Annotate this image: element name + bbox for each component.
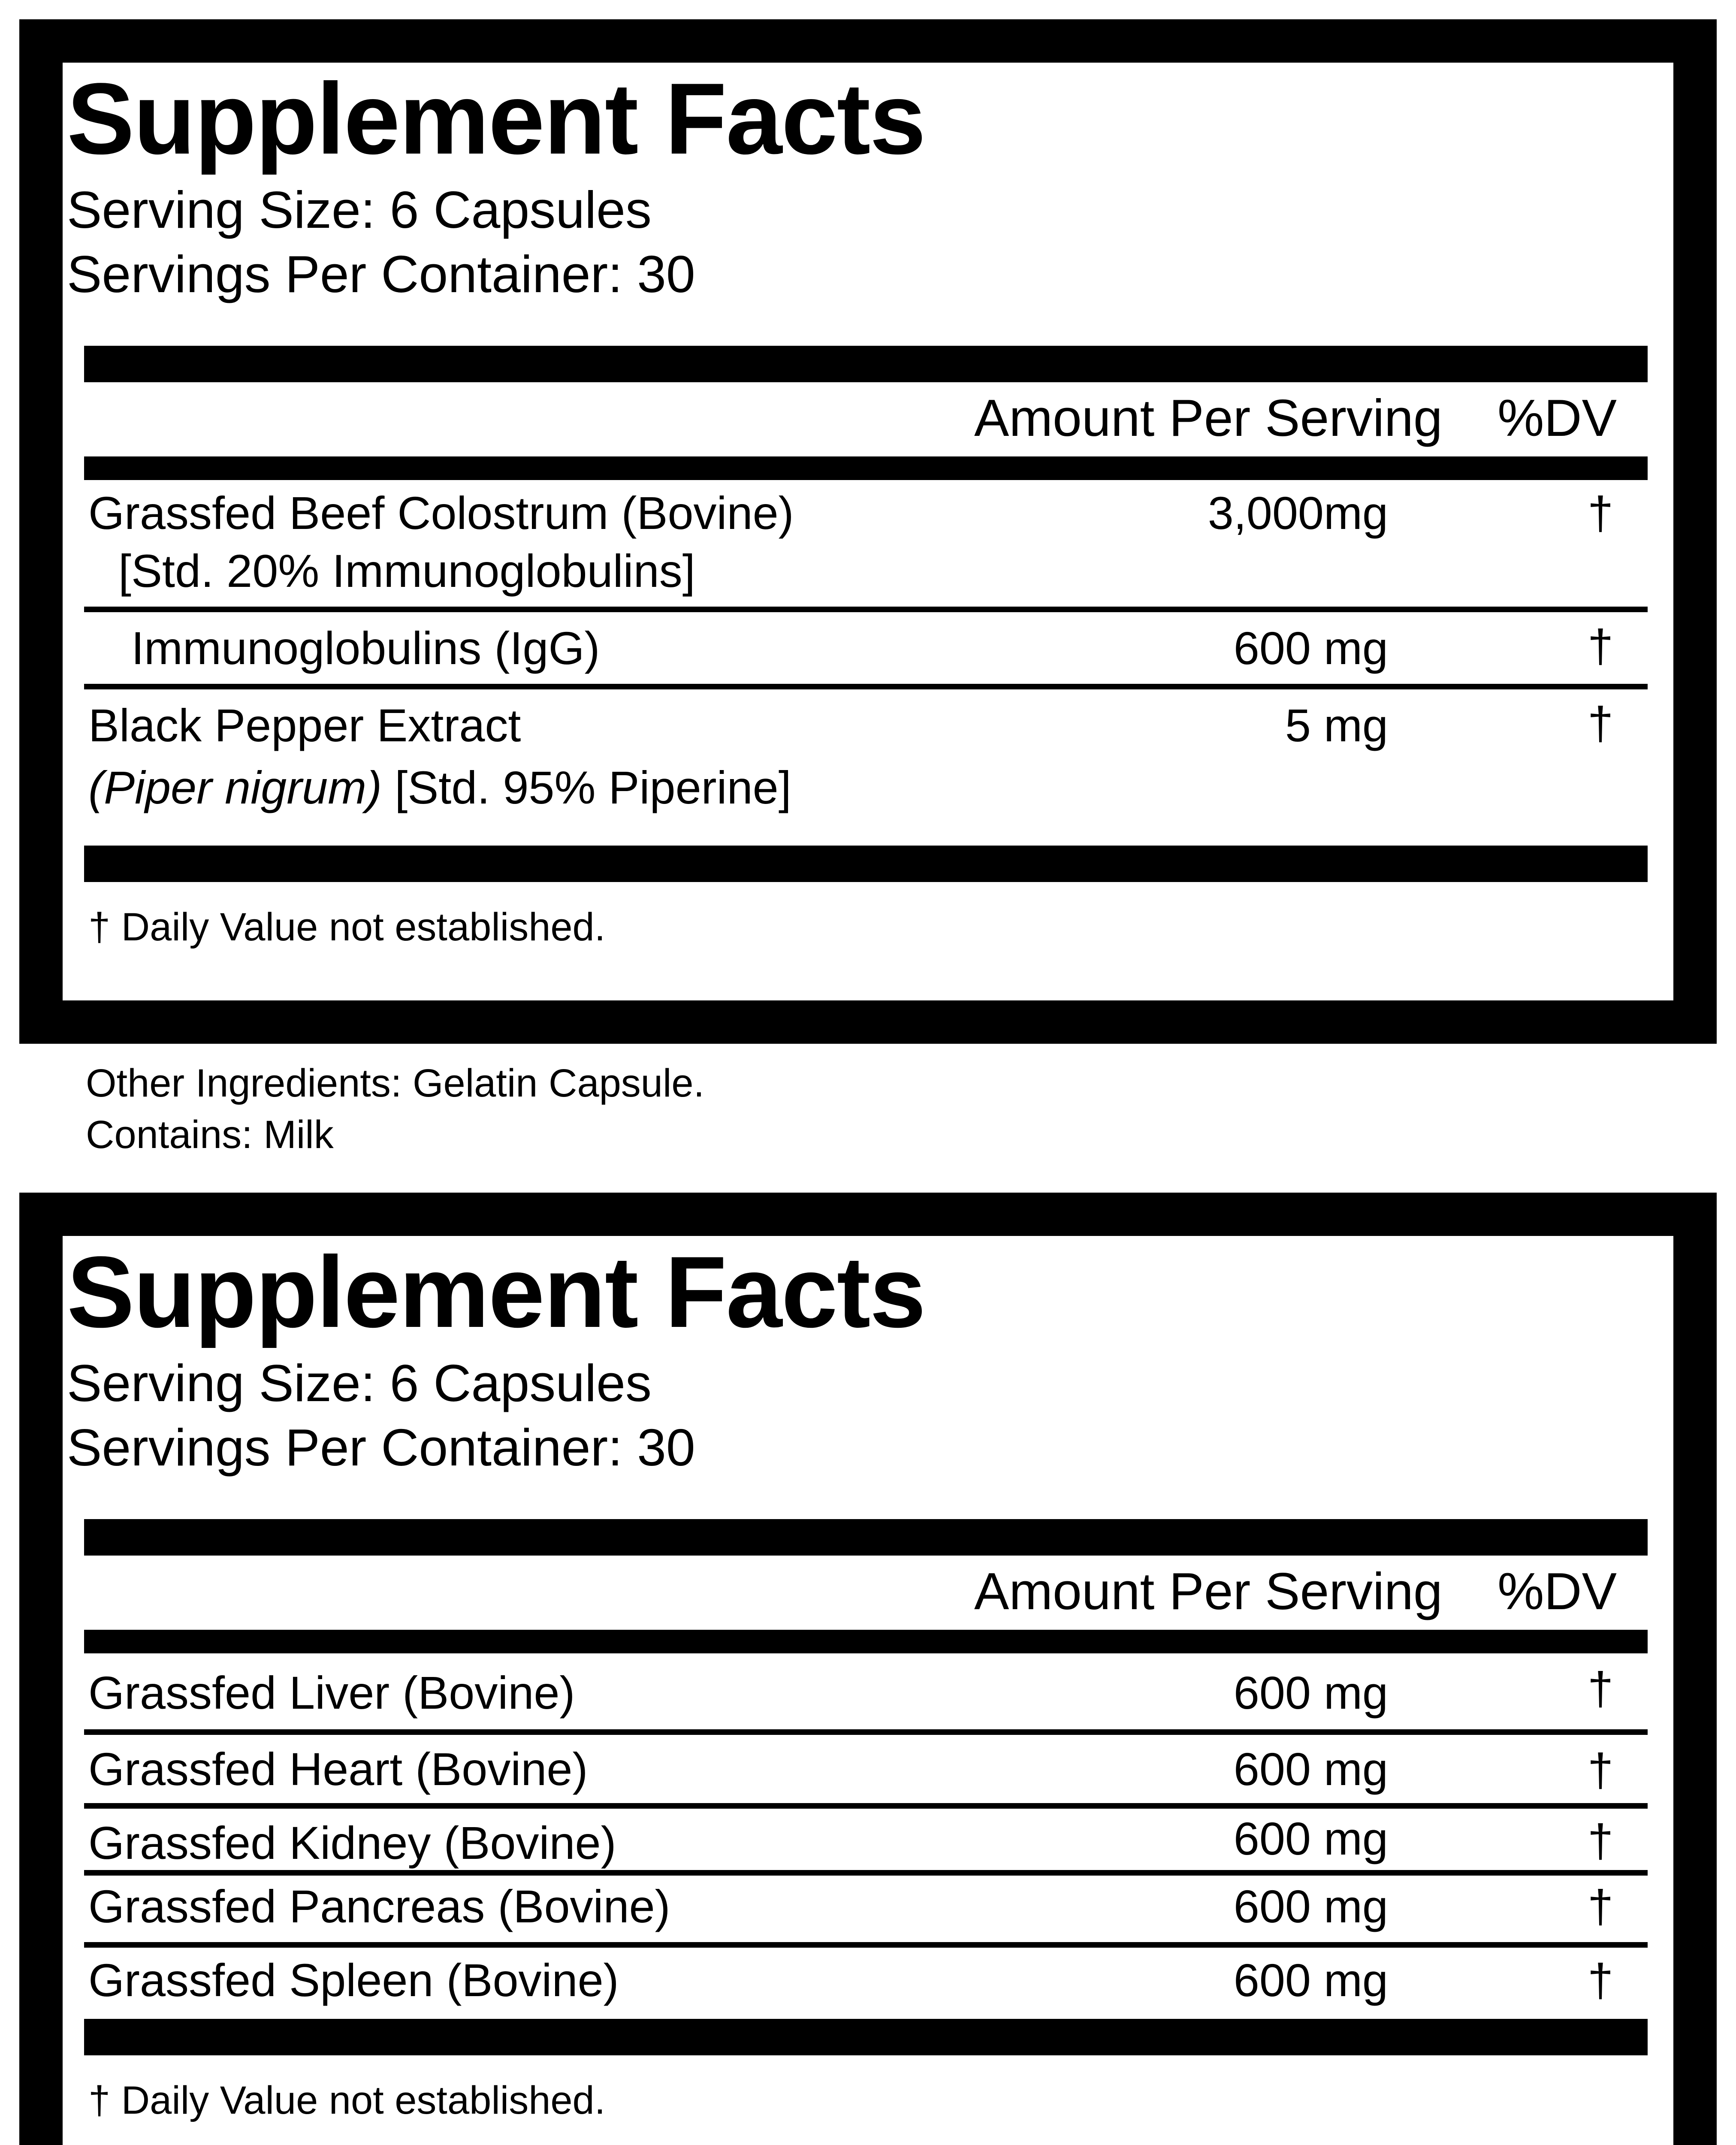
serving-size: Serving Size: 6 Capsules	[67, 1354, 652, 1412]
panel-title: Supplement Facts	[67, 62, 925, 175]
dagger-symbol: †	[1588, 1744, 1614, 1796]
thick-rule	[84, 346, 1648, 382]
supplement-facts-panel-1	[19, 19, 1717, 1044]
header-rule	[84, 1630, 1648, 1653]
header-amount-per-serving: Amount Per Serving	[974, 389, 1443, 447]
serving-size: Serving Size: 6 Capsules	[67, 181, 652, 239]
ingredient-name: Grassfed Kidney (Bovine)	[88, 1817, 616, 1869]
ingredient-name: Grassfed Beef Colostrum (Bovine)	[88, 487, 794, 539]
botanical-name: (Piper nigrum)	[88, 761, 382, 813]
standardization-text: [Std. 95% Piperine]	[382, 761, 791, 813]
row-divider	[84, 684, 1648, 689]
allergen-statement: Contains: Milk	[86, 1113, 334, 1157]
servings-per-container: Servings Per Container: 30	[67, 1418, 695, 1477]
row-divider	[84, 1729, 1648, 1735]
ingredient-amount: 600 mg	[1233, 1743, 1388, 1795]
dagger-symbol: †	[1588, 1880, 1614, 1932]
thick-rule	[84, 846, 1648, 882]
header-percent-dv: %DV	[1497, 1562, 1617, 1620]
supplement-facts-panel-2	[19, 1193, 1717, 2145]
ingredient-name: Grassfed Spleen (Bovine)	[88, 1954, 619, 2006]
row-divider	[84, 1870, 1648, 1876]
ingredient-name: Grassfed Heart (Bovine)	[88, 1743, 588, 1795]
dagger-symbol: †	[1588, 620, 1614, 672]
other-ingredients: Other Ingredients: Gelatin Capsule.	[86, 1061, 705, 1105]
daily-value-footnote: † Daily Value not established.	[88, 905, 606, 949]
ingredient-amount: 600 mg	[1233, 1813, 1388, 1864]
panel-title: Supplement Facts	[67, 1236, 925, 1349]
row-divider	[84, 607, 1648, 612]
dagger-symbol: †	[1588, 487, 1614, 539]
header-percent-dv: %DV	[1497, 389, 1617, 447]
ingredient-standardization	[88, 760, 791, 816]
thick-rule	[84, 1519, 1648, 1556]
ingredient-name: Black Pepper Extract	[88, 699, 521, 751]
dagger-symbol: †	[1588, 1954, 1614, 2006]
ingredient-name: Grassfed Liver (Bovine)	[88, 1667, 575, 1719]
header-amount-per-serving: Amount Per Serving	[974, 1562, 1443, 1620]
ingredient-amount: 600 mg	[1233, 1954, 1388, 2006]
dagger-symbol: †	[1588, 1815, 1614, 1867]
row-divider	[84, 1803, 1648, 1809]
ingredient-amount: 3,000mg	[1208, 487, 1388, 539]
thick-rule	[84, 2019, 1648, 2055]
ingredient-amount: 600 mg	[1233, 622, 1388, 674]
dagger-symbol: †	[1588, 1662, 1614, 1714]
header-rule	[84, 456, 1648, 480]
servings-per-container: Servings Per Container: 30	[67, 245, 695, 303]
ingredient-amount: 5 mg	[1285, 699, 1388, 751]
ingredient-name: Immunoglobulins (IgG)	[131, 622, 600, 674]
daily-value-footnote: † Daily Value not established.	[88, 2079, 606, 2122]
ingredient-amount: 600 mg	[1233, 1880, 1388, 1932]
row-divider	[84, 1942, 1648, 1948]
ingredient-name: Grassfed Pancreas (Bovine)	[88, 1880, 670, 1932]
ingredient-amount: 600 mg	[1233, 1667, 1388, 1719]
dagger-symbol: †	[1588, 697, 1614, 749]
ingredient-standardization: [Std. 20% Immunoglobulins]	[118, 545, 695, 597]
